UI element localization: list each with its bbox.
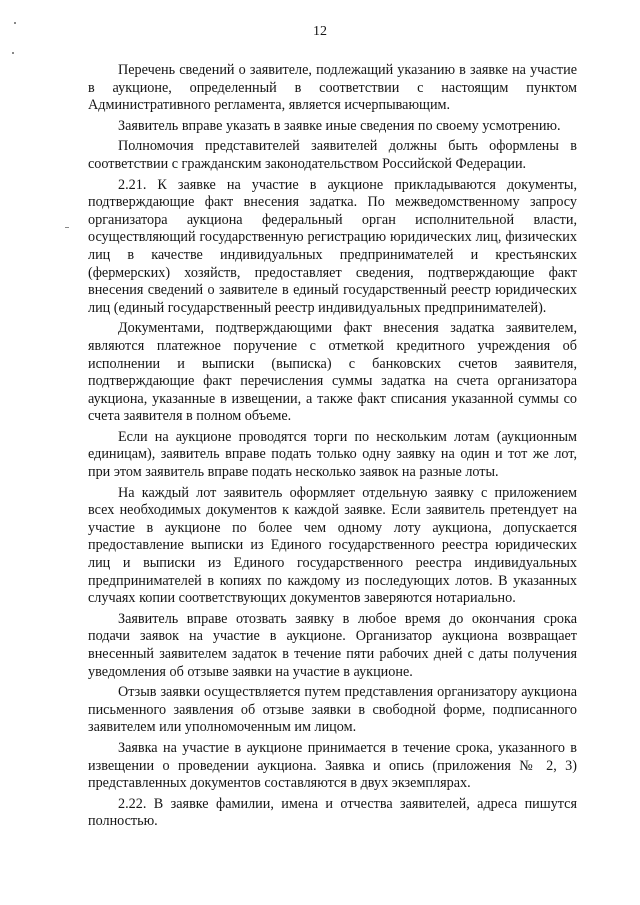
paragraph-withdraw-application: Заявитель вправе отозвать заявку в любое время до окончания срока подачи заявок на участие в аукционе. Организатор аукциона возвращает внесенный заявителем задаток в течение пяти рабочих дней с даты получения уведомления об отзыве заявки на участие в аукционе. <box>88 610 577 680</box>
paragraph-additional-info: Заявитель вправе указать в заявке иные сведения по своему усмотрению. <box>118 117 561 134</box>
page-number: 12 <box>313 24 327 39</box>
paragraph-multiple-lots: Если на аукционе проводятся торги по нескольким лотам (аукционным единицам), заявитель вправе подать только одну заявку на один и тот же лот, при этом заявитель вправе подать несколько заявок на разные лоты. <box>88 428 577 481</box>
paragraph-2-21-deposit-documents: 2.21. К заявке на участие в аукционе прикладываются документы, подтверждающие факт внесения задатка. По межведомственному запросу организатора аукциона федеральный орган исполнительной власти, осуществляющий государственную регистрацию юридических лиц, физических лиц в качестве индивидуальных предпринимателей и крестьянских (фермерских) хозяйств, предоставляет сведения, подтверждающие факт внесения сведений о заявителе в единый государственный реестр юридических лиц (единый государственный реестр индивидуальных предпринимателей). <box>88 176 577 316</box>
paragraph-application-acceptance: Заявка на участие в аукционе принимается в течение срока, указанного в извещении о проведении аукциона. Заявка и опись (приложения № 2, 3) представленных документов составляются в двух экземплярах. <box>88 739 577 792</box>
paragraph-separate-application-per-lot: На каждый лот заявитель оформляет отдельную заявку с приложением всех необходимых документов к каждой заявке. Если заявитель претендует на участие в аукционе по более чем одному лоту аукциона, допускается предоставление выписки из Единого государственного реестра юридических лиц и выписки из Единого государственного реестра индивидуальных предпринимателей в копиях по каждому из последующих лотов. В указанных случаях копии соответствующих документов заверяются нотариально. <box>88 484 577 607</box>
document-body <box>88 62 577 834</box>
paragraph-payment-documents: Документами, подтверждающими факт внесения задатка заявителем, являются платежное поручение с отметкой кредитного учреждения об исполнении и выписки (выписка) с банковских счетов заявителя, подтверждающие факт перечисления суммы задатка на счета организатора аукциона, указанные в извещении, а также факт списания указанной суммы со счета заявителя в полном объеме. <box>88 320 577 425</box>
paragraph-applicant-info-list: Перечень сведений о заявителе, подлежащий указанию в заявке на участие в аукционе, определенный в соответствии с настоящим пунктом Административного регламента, является исчерпывающим. <box>88 62 577 114</box>
paragraph-withdrawal-procedure: Отзыв заявки осуществляется путем представления организатору аукциона письменного заявления об отзыве заявки в свободной форме, подписанного заявителем или уполномоченным им лицом. <box>88 684 577 736</box>
scan-speck <box>12 52 14 54</box>
scan-speck <box>14 22 16 24</box>
scan-speck <box>65 227 69 228</box>
paragraph-representatives-authority: Полномочия представителей заявителей должны быть оформлены в соответствии с гражданским законодательством Российской Федерации. <box>88 138 577 172</box>
paragraph-2-22-full-names: 2.22. В заявке фамилии, имена и отчества заявителей, адреса пишутся полностью. <box>88 795 577 830</box>
